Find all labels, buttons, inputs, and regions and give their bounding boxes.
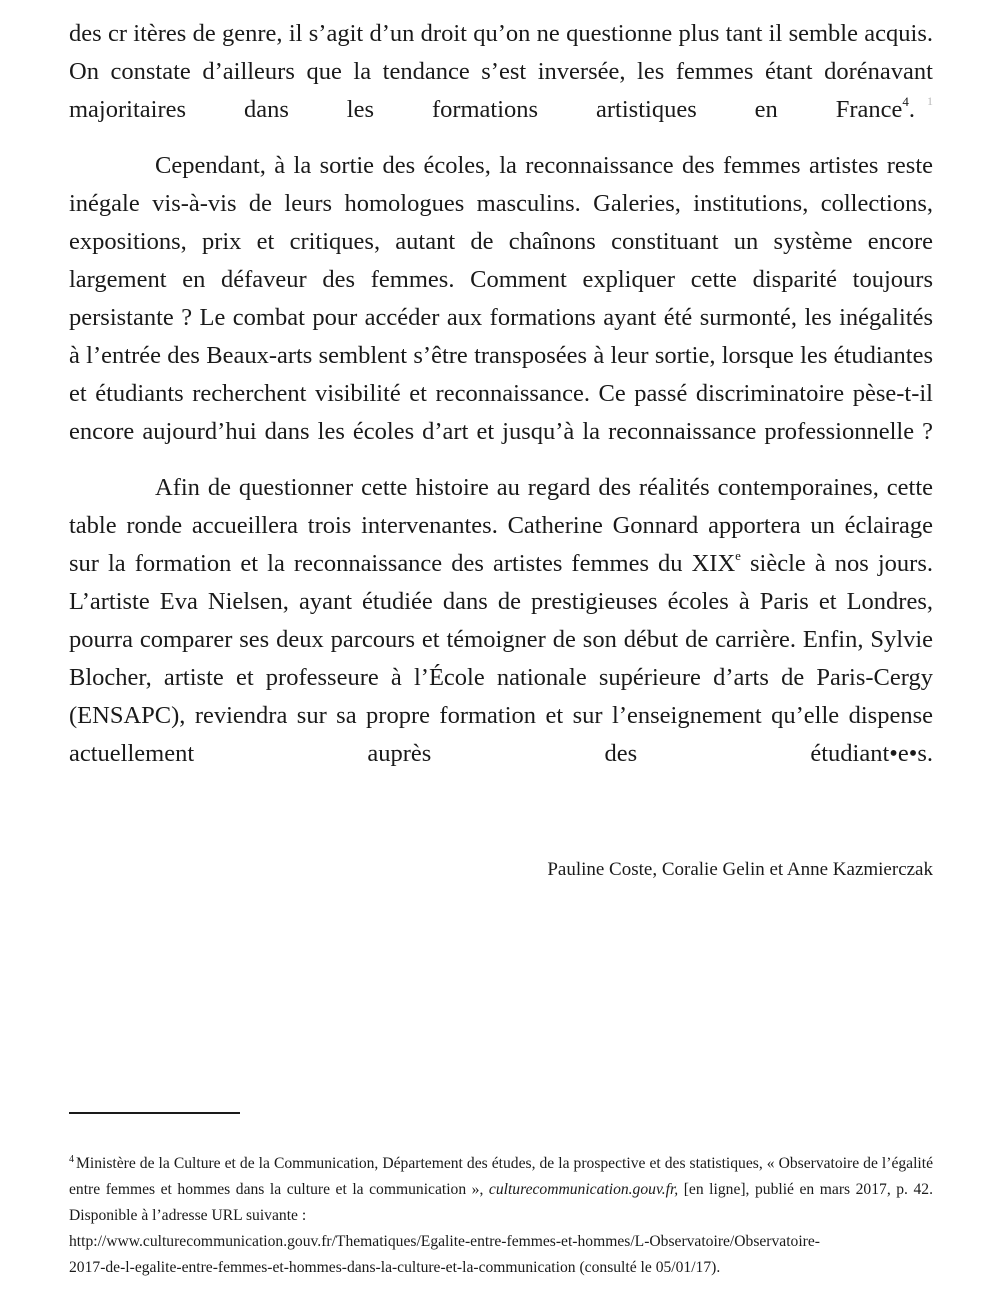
footnote-text-a: Ministère de la Culture et de la Communication, Département des études, de la prospective et des statistiques, « Observatoire de l’égalité entre femmes et hommes dans la culture et la communication », <box>69 1155 933 1198</box>
body-text <box>69 15 933 773</box>
paragraph-3-text-a: Afin de questionner cette histoire au regard des réalités contemporaines, cette table ronde accueillera trois intervenantes. Catherine Gonnard apportera un éclairage sur la formation et la reconnaissance des artistes femmes du XIX <box>69 474 933 577</box>
century-superscript: e <box>735 548 741 563</box>
footnote-separator <box>69 1112 240 1114</box>
signature: Pauline Coste, Coralie Gelin et Anne Kazmierczak <box>547 859 933 880</box>
footnote-consulted: (consulté le 05/01/17). <box>579 1259 721 1276</box>
footnote-url-line-2[interactable]: 2017-de-l-egalite-entre-femmes-et-hommes-dans-la-culture-et-la-communication <box>69 1259 576 1276</box>
footnote-text-b: [en ligne], publié en mars 2017, p. 42. Disponible à l’adresse URL suivante : <box>69 1181 933 1224</box>
faint-reference: 1 <box>927 94 933 108</box>
paragraph-1 <box>69 15 933 129</box>
paragraph-3-text-b: siècle à nos jours. L’artiste Eva Nielsen, ayant étudiée dans de prestigieuses écoles à Paris et Londres, pourra comparer ses deux parcours et témoigner de son début de carrière. Enfin, Sylvie Blocher, artiste et professeure à l’École nationale supérieure d’arts de Paris-Cergy (ENSAPC), reviendra sur sa propre formation et sur l’enseignement qu’elle dispense actuellement auprès des étudiant•e•s. <box>69 550 933 767</box>
paragraph-1-text: des cr itères de genre, il s’agit d’un droit qu’on ne questionne plus tant il semble acquis. On constate d’ailleurs que la tendance s’est inversée, les femmes étant dorénavant majoritaires dans les formations artistiques en France <box>69 20 933 123</box>
footnote-url-line-1[interactable]: http://www.culturecommunication.gouv.fr/Thematiques/Egalite-entre-femmes-et-hommes/L-Observatoire/Observatoire- <box>69 1233 820 1250</box>
paragraph-1-end: . <box>908 96 915 123</box>
footnote-reference[interactable]: 4 <box>902 94 909 109</box>
paragraph-2: Cependant, à la sortie des écoles, la reconnaissance des femmes artistes reste inégale vis-à-vis de leurs homologues masculins. Galeries, institutions, collections, expositions, prix et critiques, autant de chaînons constituant un système encore largement en défaveur des femmes. Comment expliquer cette disparité toujours persistante ? Le combat pour accéder aux formations ayant été surmonté, les inégalités à l’entrée des Beaux-arts semblent s’être transposées à leur sortie, lorsque les étudiantes et étudiants recherchent visibilité et reconnaissance. Ce passé discriminatoire pèse-t-il encore aujourd’hui dans les écoles d’art et jusqu’à la reconnaissance professionnelle ? <box>69 152 933 445</box>
footnote <box>69 1151 933 1281</box>
footnote-marker: 4 <box>69 1154 74 1165</box>
paragraph-3 <box>69 469 933 773</box>
footnote-site: culturecommunication.gouv.fr, <box>488 1181 679 1198</box>
